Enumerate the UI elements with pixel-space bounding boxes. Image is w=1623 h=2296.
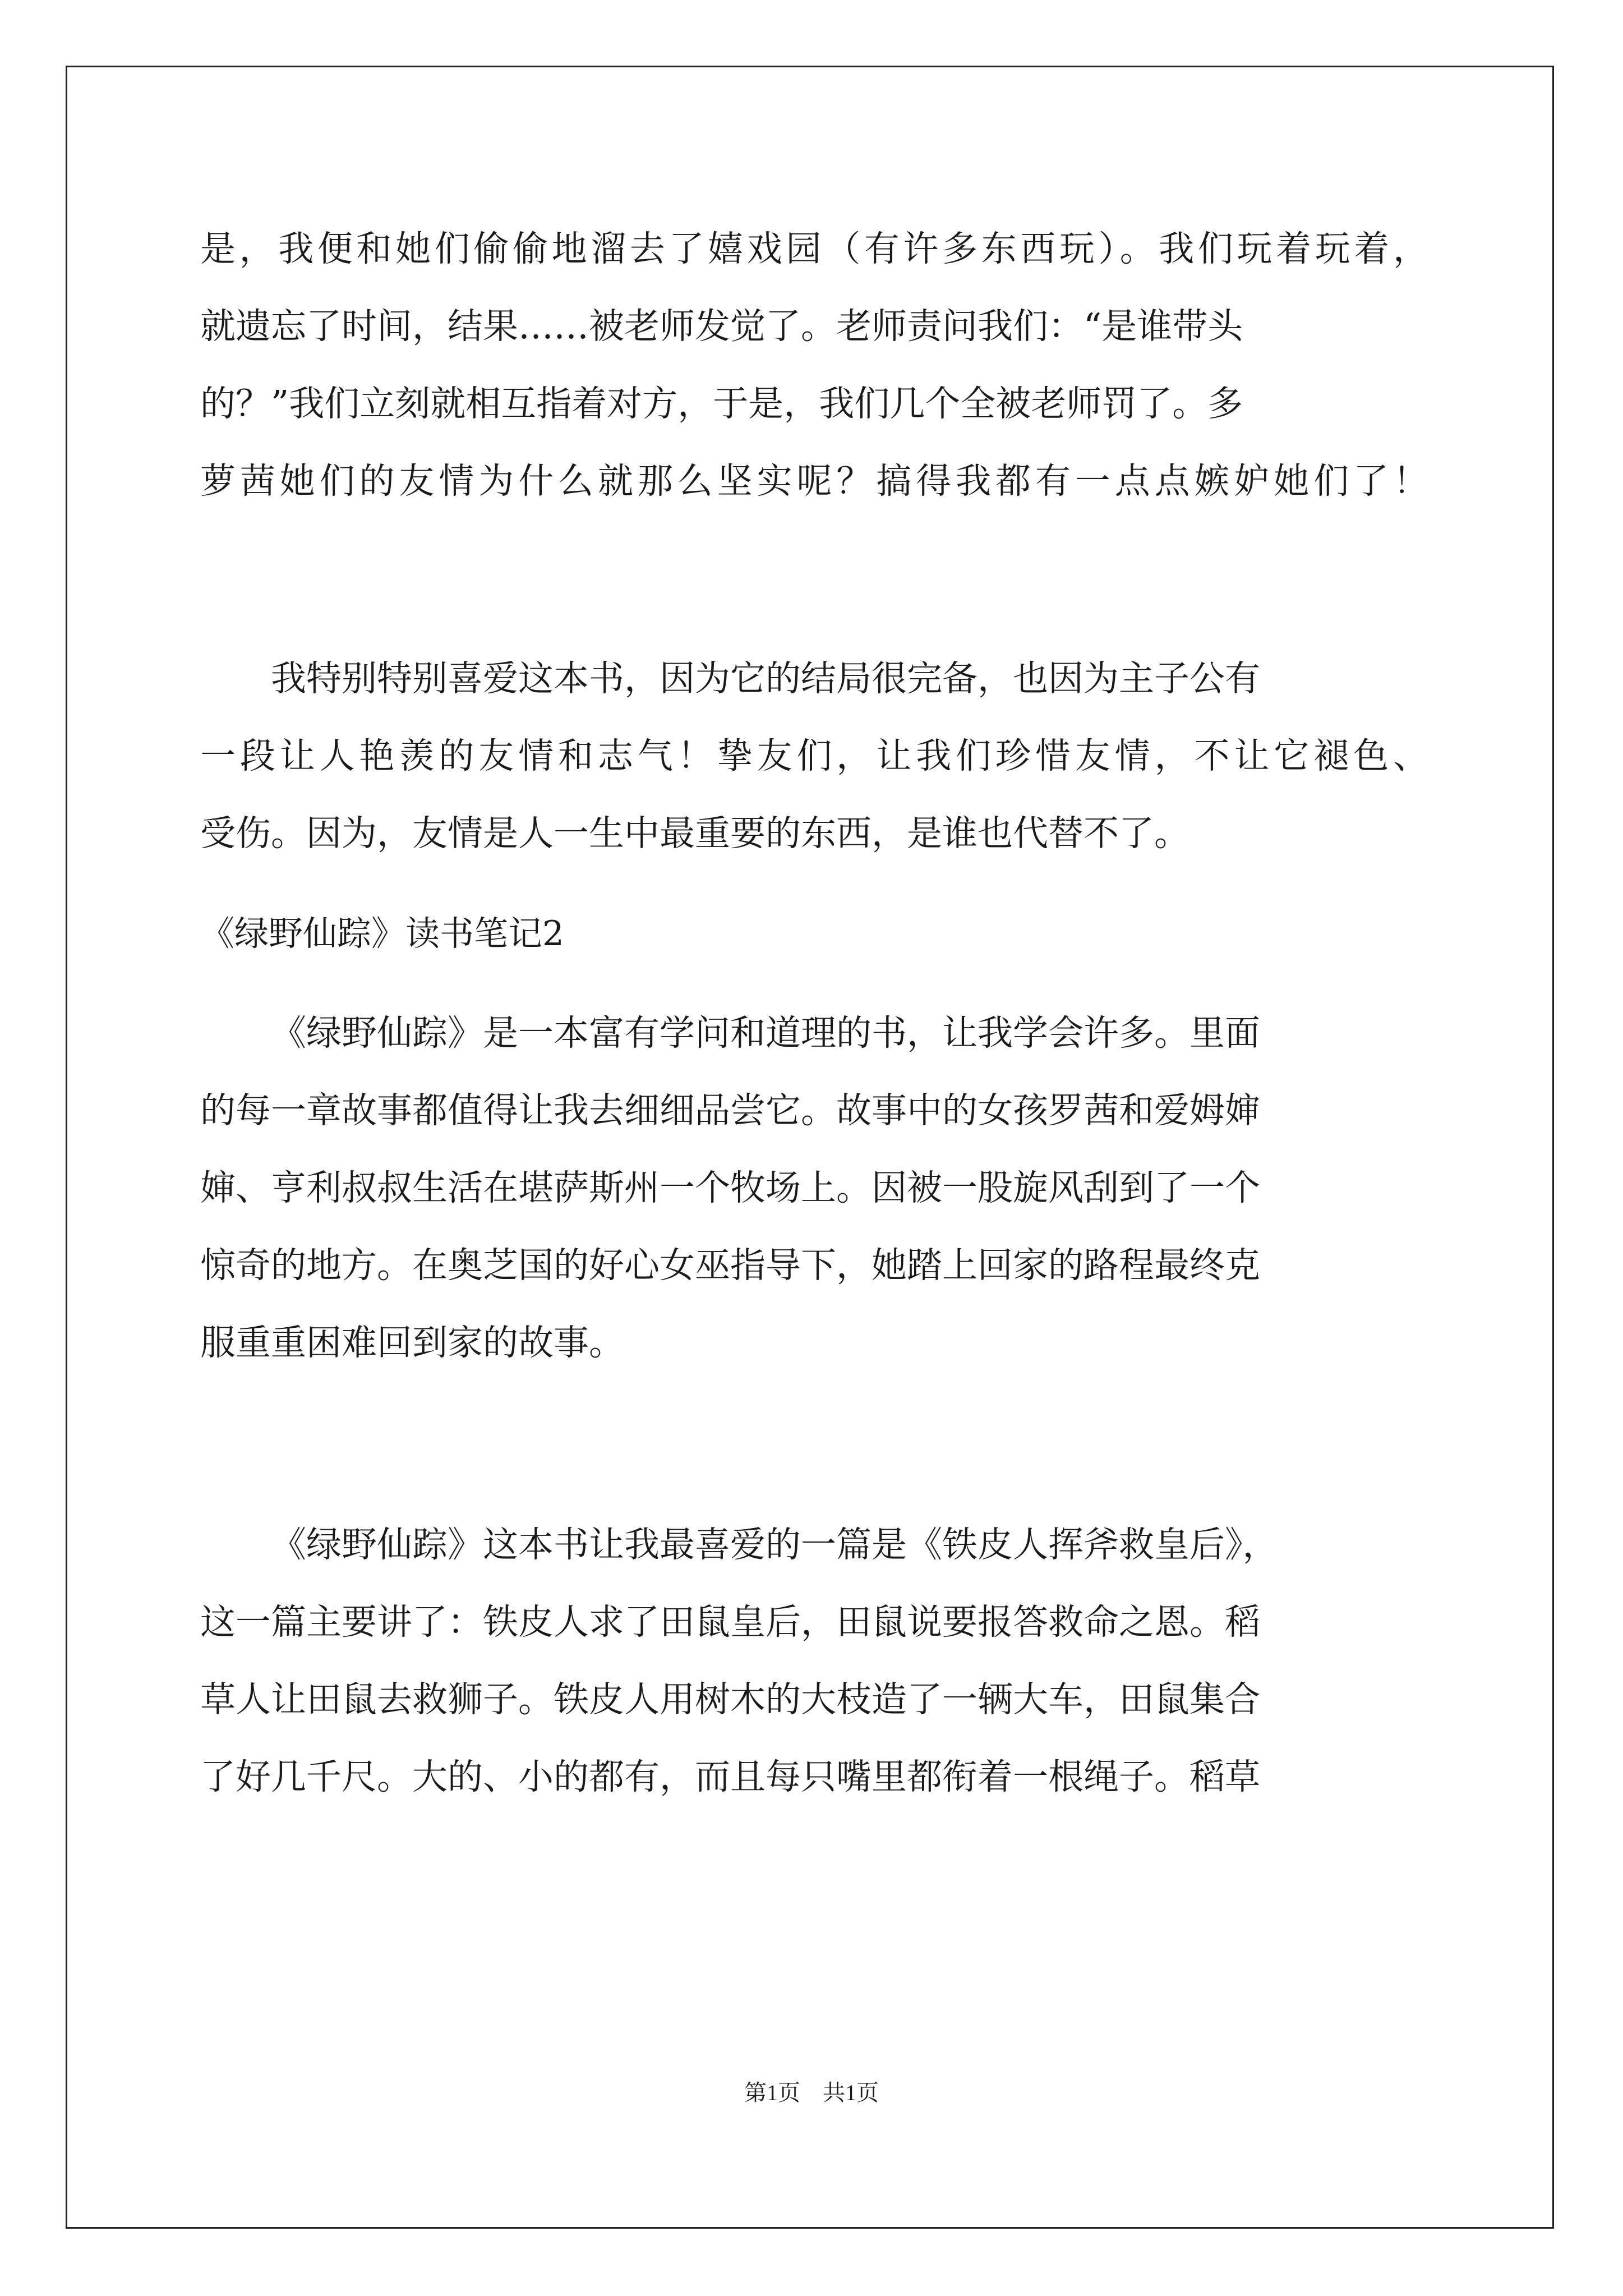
paragraph-line: 的每一章故事都值得让我去细细品尝它。故事中的女孩罗茜和爱姆婶 (200, 1090, 1260, 1131)
paragraph-line: 是，我便和她们偷偷地溜去了嬉戏园（有许多东西玩）。我们玩着玩着， (200, 228, 1428, 269)
paragraph-line: 我特别特别喜爱这本书，因为它的结局很完备，也因为主子公有 (271, 658, 1260, 699)
paragraph-line: 草人让田鼠去救狮子。铁皮人用树木的大枝造了一辆大车，田鼠集合 (200, 1679, 1260, 1720)
paragraph-line: 服重重困难回到家的故事。 (200, 1322, 624, 1363)
paragraph-line: 《绿野仙踪》是一本富有学问和道理的书，让我学会许多。里面 (271, 1013, 1260, 1053)
paragraph-line: 这一篇主要讲了：铁皮人求了田鼠皇后，田鼠说要报答救命之恩。稻 (200, 1602, 1260, 1642)
paragraph-line: 萝茜她们的友情为什么就那么坚实呢？搞得我都有一点点嫉妒她们了！ (200, 461, 1428, 501)
paragraph-line: 就遗忘了时间，结果……被老师发觉了。老师责问我们：“是谁带头 (200, 306, 1243, 347)
paragraph-line: 《绿野仙踪》这本书让我最喜爱的一篇是《铁皮人挥斧救皇后》， (271, 1524, 1278, 1565)
paragraph-line: 的？”我们立刻就相互指着对方，于是，我们几个全被老师罚了。多 (200, 383, 1243, 424)
paragraph-line: 了好几千尺。大的、小的都有，而且每只嘴里都衔着一根绳子。稻草 (200, 1756, 1260, 1797)
section-heading: 《绿野仙踪》读书笔记2 (200, 914, 564, 954)
paragraph-line: 婶、亨利叔叔生活在堪萨斯州一个牧场上。因被一股旋风刮到了一个 (200, 1167, 1260, 1208)
paragraph-line: 惊奇的地方。在奥芝国的好心女巫指导下，她踏上回家的路程最终克 (200, 1245, 1260, 1286)
page-footer: 第1页 共1页 (744, 2080, 879, 2105)
paragraph-line: 受伤。因为，友情是人一生中最重要的东西，是谁也代替不了。 (200, 813, 1189, 854)
paragraph-line: 一段让人艳羡的友情和志气！挚友们，让我们珍惜友情，不让它褪色、 (200, 735, 1428, 776)
